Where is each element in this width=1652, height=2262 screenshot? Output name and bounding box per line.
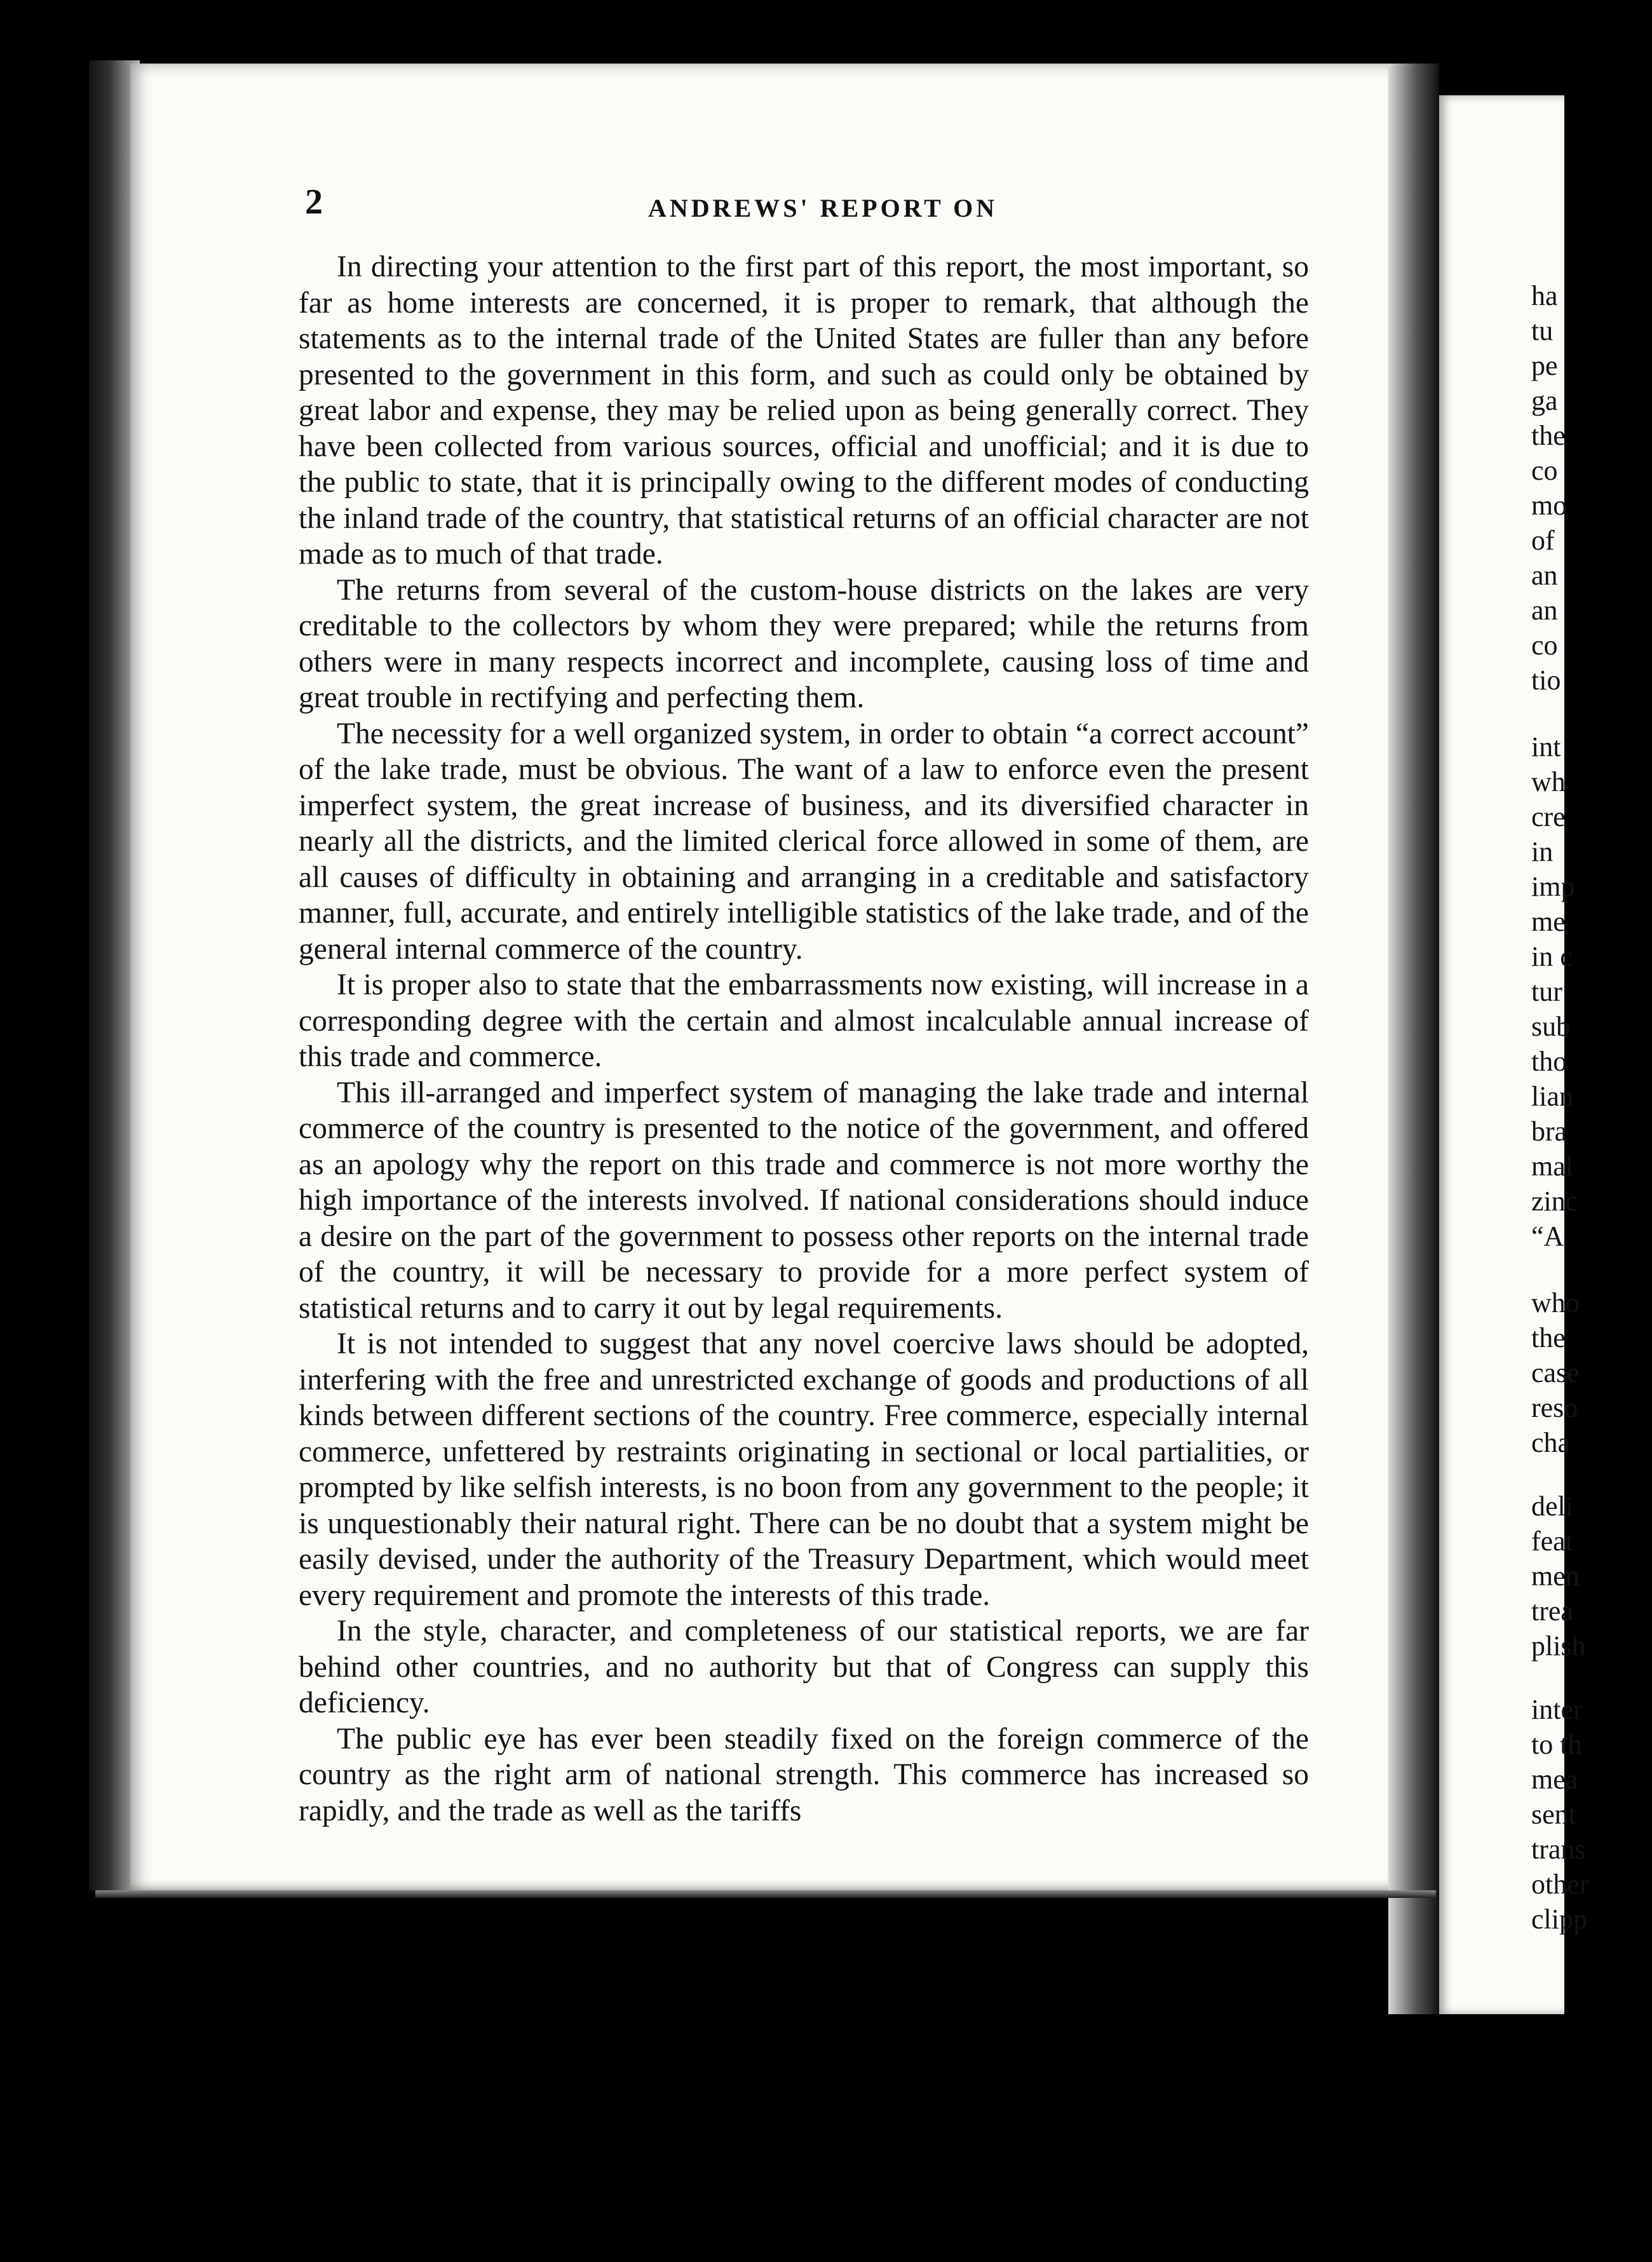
facing-page-line: the (1531, 1322, 1566, 1353)
facing-page-line: ga (1531, 385, 1558, 416)
facing-page-line: other (1531, 1869, 1589, 1900)
facing-page-line: tho (1531, 1046, 1567, 1077)
facing-page-line: in (1531, 836, 1554, 867)
facing-page-line: men (1531, 1561, 1580, 1592)
facing-page-line: mal (1531, 1151, 1573, 1182)
facing-page-line: me (1531, 906, 1566, 937)
facing-page-line: feat (1531, 1526, 1573, 1557)
facing-page-line: an (1531, 595, 1558, 626)
facing-page-line: sub (1531, 1011, 1571, 1042)
facing-page-line: who (1531, 1287, 1580, 1318)
facing-page-line: co (1531, 455, 1558, 486)
paragraph: The returns from several of the custom-house districts on the lakes are very creditable to the collectors by whom they were prepared; while the returns from others were in many respects incorrect and incomplete, causing loss of time and great trouble in rectifying and perfecting them. (299, 573, 1309, 714)
body-text (299, 249, 1309, 1829)
facing-page-line: lian (1531, 1081, 1573, 1112)
facing-page-line: plish (1531, 1630, 1586, 1662)
facing-page-line: trans (1531, 1834, 1586, 1865)
facing-page-line: ha (1531, 280, 1558, 311)
facing-page-line: inter (1531, 1694, 1583, 1725)
facing-page-line: deli (1531, 1491, 1573, 1522)
facing-page-line: int (1531, 731, 1561, 762)
facing-page-line: tur (1531, 976, 1562, 1007)
paragraph: It is proper also to state that the embarrassments now existing, will increase in a corresponding degree with the certain and almost incalculable annual increase of this trade and commerce. (299, 968, 1309, 1073)
facing-page-line: co (1531, 630, 1558, 661)
facing-page-line: clipp (1531, 1904, 1587, 1935)
facing-page-line: cre (1531, 801, 1566, 832)
facing-page-line: an (1531, 560, 1558, 591)
paragraph: In the style, character, and completeness of our statistical reports, we are far behind other countries, and no authority but that of Congress can supply this deficiency. (299, 1615, 1309, 1719)
book-gutter (1388, 64, 1439, 2014)
facing-page-line: case (1531, 1357, 1580, 1388)
paragraph: The necessity for a well organized system, in order to obtain “a correct account” of the lake trade, must be obvious. The want of a law to enforce even the present imperfect system, the great increase of business, and its diversified character in nearly all the districts, and the limited clerical force allowed in some of them, are all causes of difficulty in obtaining and arranging in a creditable and satisfactory manner, full, accurate, and entirely intelligible statistics of the lake trade, and of the general internal commerce of the country. (299, 717, 1309, 966)
facing-page-line: reso (1531, 1392, 1578, 1423)
facing-page-line: bra (1531, 1116, 1567, 1147)
facing-page-line: pe (1531, 350, 1558, 381)
page-bottom-edge (95, 1890, 1436, 1898)
page-number: 2 (305, 182, 323, 222)
facing-page-line: the (1531, 420, 1566, 451)
facing-page-line: wh (1531, 766, 1566, 797)
paragraph: The public eye has ever been steadily fixed on the foreign commerce of the country as the right arm of national strength. This commerce has increased so rapidly, and the trade as well as the tariffs (299, 1722, 1309, 1827)
facing-page-line: sent (1531, 1799, 1576, 1830)
facing-page-line: “A (1531, 1221, 1564, 1252)
paragraph: This ill-arranged and imperfect system of managing the lake trade and internal commerce of the country is presented to the notice of the government, and offered as an apology why the report on this trade and commerce is not more worthy the high importance of the interests involved. If national considerations should induce a desire on the part of the government to possess other reports on the internal trade of the country, it will be necessary to provide for a more perfect system of statistical returns and to carry it out by legal requirements. (299, 1076, 1309, 1325)
facing-page-line: trea (1531, 1595, 1573, 1627)
facing-page-line: of (1531, 525, 1555, 556)
paragraph: It is not intended to suggest that any novel coercive laws should be adopted, interfering with the free and unrestricted exchange of goods and productions of all kinds between different sections of the country. Free commerce, especially internal commerce, unfettered by restraints originating in sectional or local partialities, or prompted by like selfish interests, is no boon from any government to the people; it is unquestionably their natural right. There can be no doubt that a system might be easily devised, under the authority of the Treasury Department, which would meet every requirement and promote the interests of this trade. (299, 1327, 1309, 1612)
facing-page-line: imp (1531, 871, 1575, 902)
facing-page-line: mea (1531, 1764, 1578, 1795)
facing-page-line: zinc (1531, 1186, 1578, 1217)
paragraph: In directing your attention to the first part of this report, the most important, so far as home interests are concerned, it is proper to remark, that although the statements as to the internal trade of the United States are fuller than any before presented to the government in this form, and such as could only be obtained by great labor and expense, they may be relied upon as being generally correct. They have been collected from various sources, official and unofficial; and it is due to the public to state, that it is principally owing to the different modes of conducting the inland trade of the country, that statistical returns of an official character are not made as to much of that trade. (299, 250, 1309, 571)
facing-page-line: in c (1531, 941, 1573, 972)
facing-page-line: cha (1531, 1427, 1571, 1458)
running-head: ANDREWS' REPORT ON (648, 194, 998, 222)
facing-page-line: mo (1531, 490, 1567, 521)
facing-page-line: to th (1531, 1729, 1582, 1760)
facing-page-line: tio (1531, 665, 1561, 696)
facing-page-line: tu (1531, 315, 1554, 346)
